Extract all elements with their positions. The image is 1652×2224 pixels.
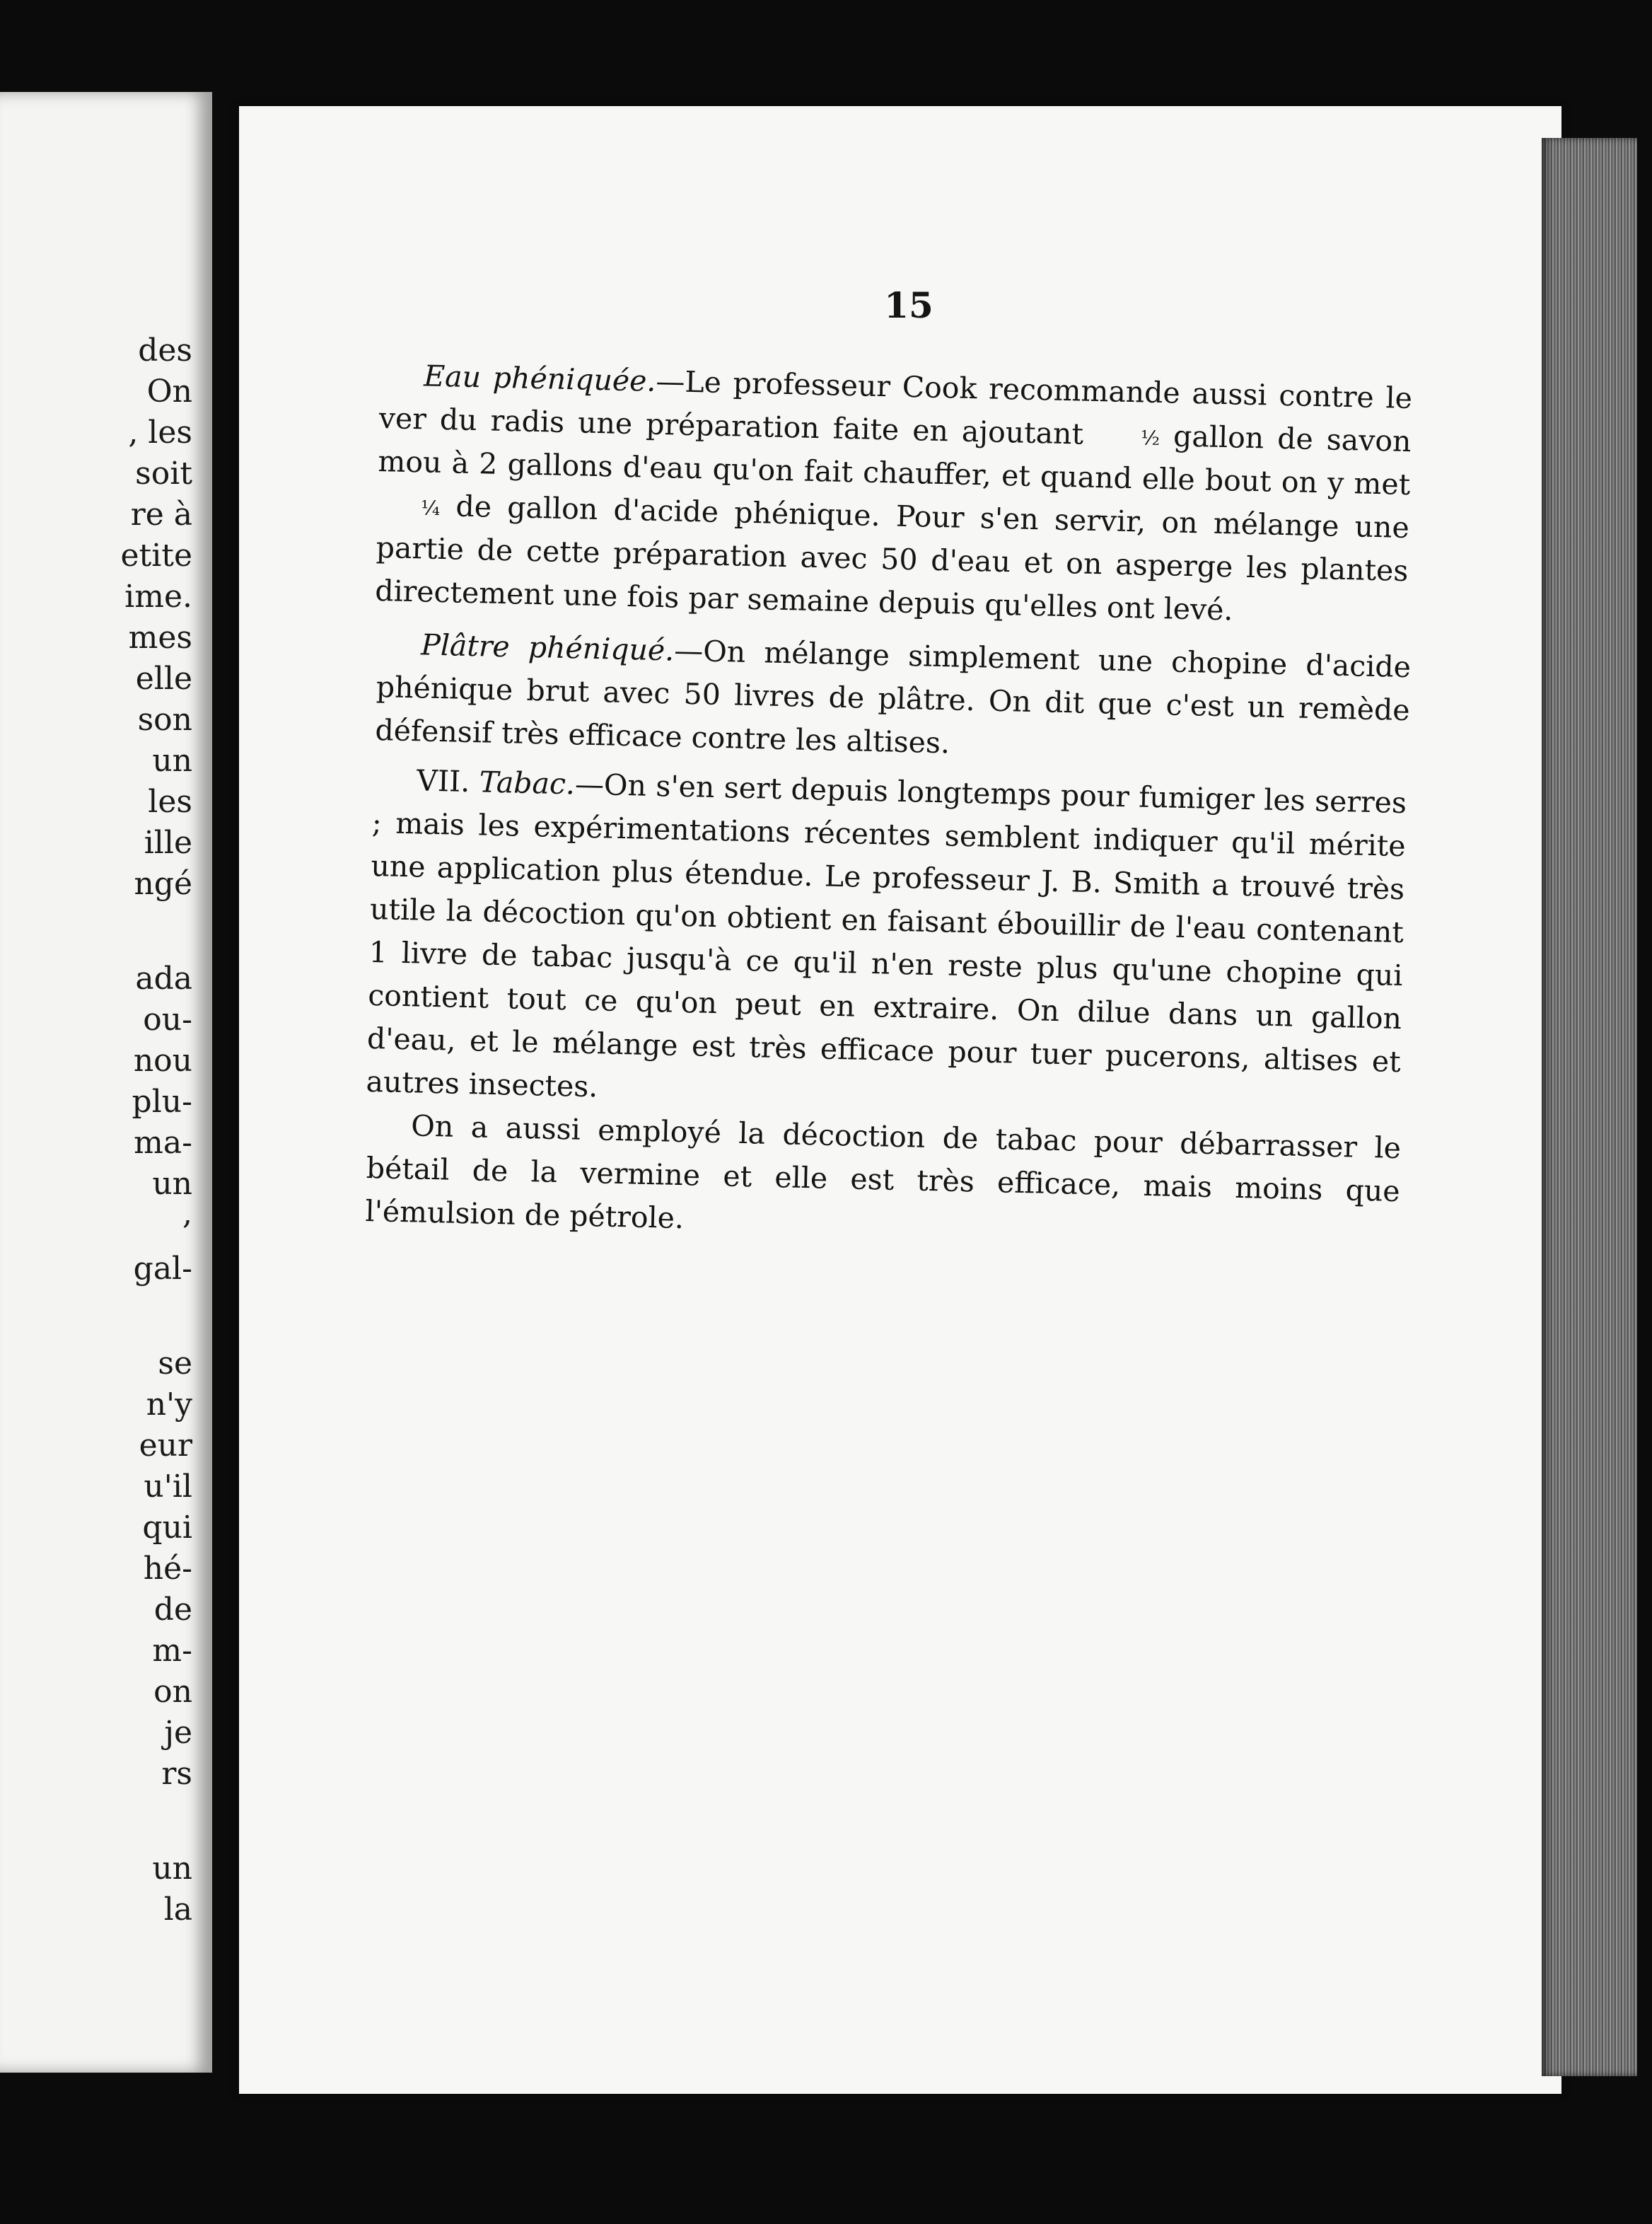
paragraph-text: On a aussi employé la décoction de tabac pour débarrasser le bétail de la vermine et elle est très efficace, mais moins que l'émulsion de pétrole.	[365, 1108, 1402, 1236]
previous-page-fragment: on	[153, 1674, 192, 1710]
paragraph-heading: Tabac.	[479, 765, 576, 801]
page-number: 15	[884, 284, 933, 326]
paragraph-eau-pheniquee	[375, 354, 1413, 636]
paragraph-heading: Eau phéniquée.	[423, 359, 657, 398]
previous-page-fragment: ime.	[124, 579, 192, 615]
previous-page-fragment: un	[152, 1166, 192, 1202]
page-edge-stack	[1542, 138, 1637, 2076]
previous-page-fragment: u'il	[144, 1469, 192, 1505]
previous-page-fragment: m-	[152, 1633, 192, 1669]
previous-page-fragment: soit	[135, 456, 192, 492]
paragraph-text: —Le professeur Cook recommande aussi contre le ver du radis une préparation faite en ajoutant	[378, 364, 1413, 451]
previous-page-edge	[0, 92, 212, 2073]
previous-page-fragment: ma-	[134, 1125, 192, 1161]
previous-page-fragment: eur	[139, 1427, 192, 1464]
paragraph-decoction	[365, 1104, 1402, 1256]
previous-page-fragment: nou	[133, 1043, 192, 1079]
previous-page-fragment: les	[148, 784, 192, 820]
fraction-half: ½	[1140, 425, 1161, 450]
paragraph-text: —On s'en sert depuis longtemps pour fumiger les serres ; mais les expérimentations récentes semblent indiquer qu'il mérite une application plus étendue. Le professeur J. B. Smith a trouvé très utile la décoction qu'on obtient en faisant ébouillir de l'eau contenant 1 livre de tabac jusqu'à ce qu'il n'en reste plus qu'une chopine qui contient tout ce qu'on peut en extraire. On dilue dans un gallon d'eau, et le mélange est très efficace pour tuer pucerons, altises et autres insectes.	[366, 767, 1407, 1104]
previous-page-fragment: son	[137, 702, 192, 738]
previous-page-fragment: gal-	[133, 1251, 192, 1287]
paragraph-platre-phenique	[375, 622, 1412, 775]
previous-page-fragment: la	[163, 1892, 192, 1928]
previous-page-fragment: mes	[128, 620, 192, 656]
previous-page-fragment: hé-	[143, 1551, 192, 1587]
previous-page-fragment: ou-	[143, 1002, 192, 1038]
previous-page-fragment: etite	[120, 538, 192, 574]
previous-page-fragment: un	[152, 743, 192, 779]
section-numeral: VII.	[416, 763, 470, 799]
previous-page-fragment: n'y	[146, 1386, 192, 1423]
previous-page-fragment: rs	[161, 1756, 192, 1792]
paragraph-tabac	[366, 758, 1407, 1127]
previous-page-fragment: ,	[182, 1195, 192, 1232]
previous-page-fragment: un	[152, 1851, 192, 1887]
previous-page-fragment: , les	[128, 415, 192, 451]
previous-page-fragment: plu-	[132, 1084, 192, 1120]
previous-page-fragment: elle	[135, 661, 192, 697]
paragraph-text: de gallon d'acide phénique. Pour s'en servir, on mélange une partie de cette préparation avec 50 d'eau et on asperge les plantes directement une fois par semaine depuis qu'elles ont levé.	[374, 489, 1410, 627]
previous-page-fragment: ada	[135, 961, 192, 997]
previous-page-fragment: je	[164, 1715, 192, 1751]
previous-page-fragment: des	[138, 332, 192, 369]
previous-page-fragment: se	[158, 1345, 192, 1382]
previous-page-fragment: qui	[142, 1510, 192, 1546]
previous-page-fragment: ille	[144, 825, 192, 861]
previous-page-fragment: de	[153, 1592, 192, 1628]
previous-page-fragment: ngé	[134, 866, 192, 902]
paragraph-heading: Plâtre phéniqué.	[420, 627, 675, 668]
paragraph-text: —On mélange simplement une chopine d'acide phénique brut avec 50 livres de plâtre. On dit que c'est un remède défensif très efficace contre les altises.	[375, 633, 1412, 760]
previous-page-fragment: re à	[130, 497, 192, 533]
fraction-quarter: ¼	[420, 495, 441, 520]
previous-page-fragment: On	[146, 373, 192, 410]
paragraph-text: gallon de savon mou à 2 gallons d'eau qu'on fait chauffer, et quand elle bout on y met	[378, 419, 1412, 502]
